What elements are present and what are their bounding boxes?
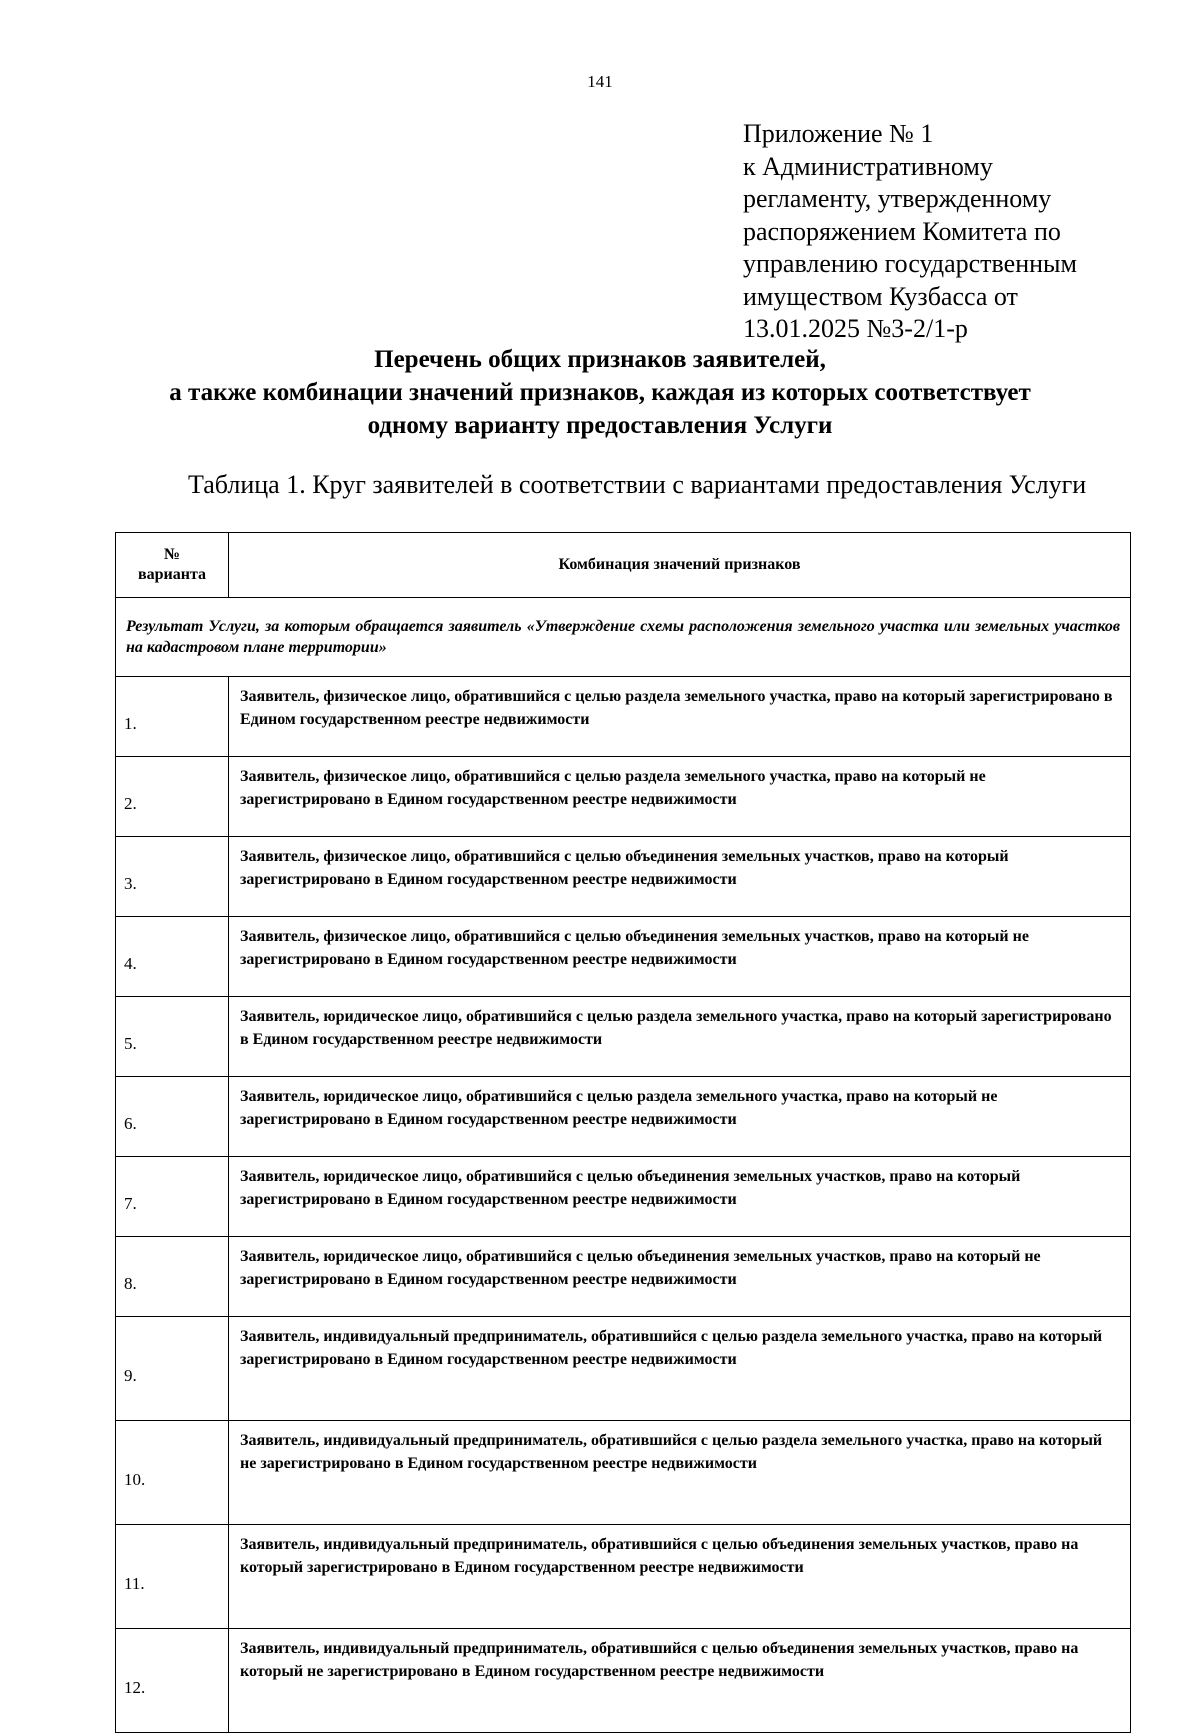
table-row <box>116 677 1131 757</box>
variant-number: 5. <box>116 997 229 1077</box>
table-row <box>116 1629 1131 1733</box>
table-row <box>116 1317 1131 1421</box>
variant-number: 8. <box>116 1237 229 1317</box>
variant-number: 3. <box>116 837 229 917</box>
table-row <box>116 917 1131 997</box>
variant-description: Заявитель, юридическое лицо, обратившийся с целью раздела земельного участка, право на который зарегистрировано в Едином государственном реестре недвижимости <box>229 997 1131 1077</box>
variants-table <box>115 532 1131 1733</box>
title-line: одному варианту предоставления Услуги <box>367 412 833 439</box>
variant-description: Заявитель, физическое лицо, обратившийся с целью раздела земельного участка, право на который не зарегистрировано в Едином государственном реестре недвижимости <box>229 757 1131 837</box>
variant-description: Заявитель, индивидуальный предприниматель, обратившийся с целью объединения земельных участков, право на который не зарегистрировано в Едином государственном реестре недвижимости <box>229 1629 1131 1733</box>
appendix-line: распоряжением Комитета по <box>743 216 1061 246</box>
appendix-line: имуществом Кузбасса от <box>743 281 1018 311</box>
variant-number: 1. <box>116 677 229 757</box>
table-caption: Таблица 1. Круг заявителей в соответствии с вариантами предоставления Услуги <box>188 470 1087 499</box>
variant-description: Заявитель, юридическое лицо, обратившийся с целью раздела земельного участка, право на который не зарегистрировано в Едином государственном реестре недвижимости <box>229 1077 1131 1157</box>
appendix-line: к Административному <box>743 151 993 181</box>
variant-number: 7. <box>116 1157 229 1237</box>
variant-number: 9. <box>116 1317 229 1421</box>
variant-number: 2. <box>116 757 229 837</box>
table-row <box>116 997 1131 1077</box>
table-row <box>116 837 1131 917</box>
table-row <box>116 1421 1131 1525</box>
section-heading: Результат Услуги, за которым обращается заявитель «Утверждение схемы расположения земельного участка или земельных участков на кадастровом плане территории» <box>116 598 1131 677</box>
variant-description: Заявитель, индивидуальный предприниматель, обратившийся с целью объединения земельных участков, право на который зарегистрировано в Едином государственном реестре недвижимости <box>229 1525 1131 1629</box>
combination-header: Комбинация значений признаков <box>229 533 1131 598</box>
title-line: а также комбинации значений признаков, каждая из которых соответствует <box>169 379 1031 406</box>
variant-description: Заявитель, физическое лицо, обратившийся с целью объединения земельных участков, право на который зарегистрировано в Едином государственном реестре недвижимости <box>229 837 1131 917</box>
title-line: Перечень общих признаков заявителей, <box>374 346 826 373</box>
variant-number: 11. <box>116 1525 229 1629</box>
variant-description: Заявитель, физическое лицо, обратившийся с целью объединения земельных участков, право на который не зарегистрировано в Едином государственном реестре недвижимости <box>229 917 1131 997</box>
variant-description: Заявитель, юридическое лицо, обратившийся с целью объединения земельных участков, право на который зарегистрировано в Едином государственном реестре недвижимости <box>229 1157 1131 1237</box>
table-row <box>116 1077 1131 1157</box>
variant-number: 10. <box>116 1421 229 1525</box>
section-row <box>116 598 1131 677</box>
variant-header-line: варианта <box>137 566 207 583</box>
appendix-block <box>743 118 1163 346</box>
appendix-line: регламенту, утвержденному <box>743 184 1052 213</box>
table-row <box>116 1157 1131 1237</box>
table-row <box>116 1237 1131 1317</box>
appendix-line: управлению государственным <box>743 249 1077 278</box>
variant-header-line: № <box>163 546 181 563</box>
variant-number-header <box>116 533 229 598</box>
variant-description: Заявитель, физическое лицо, обратившийся с целью раздела земельного участка, право на который зарегистрировано в Едином государственном реестре недвижимости <box>229 677 1131 757</box>
appendix-line: 13.01.2025 №3-2/1-р <box>743 314 968 343</box>
variant-number: 12. <box>116 1629 229 1733</box>
page-number: 141 <box>587 72 613 91</box>
variant-description: Заявитель, индивидуальный предприниматель, обратившийся с целью раздела земельного участка, право на который не зарегистрировано в Едином государственном реестре недвижимости <box>229 1421 1131 1525</box>
table-header-row <box>116 533 1131 598</box>
table-row <box>116 757 1131 837</box>
variant-number: 4. <box>116 917 229 997</box>
variant-number: 6. <box>116 1077 229 1157</box>
document-title <box>60 343 1140 442</box>
variant-description: Заявитель, юридическое лицо, обратившийся с целью объединения земельных участков, право на который не зарегистрировано в Едином государственном реестре недвижимости <box>229 1237 1131 1317</box>
table-row <box>116 1525 1131 1629</box>
variant-description: Заявитель, индивидуальный предприниматель, обратившийся с целью раздела земельного участка, право на который зарегистрировано в Едином государственном реестре недвижимости <box>229 1317 1131 1421</box>
appendix-line: Приложение № 1 <box>743 119 934 148</box>
